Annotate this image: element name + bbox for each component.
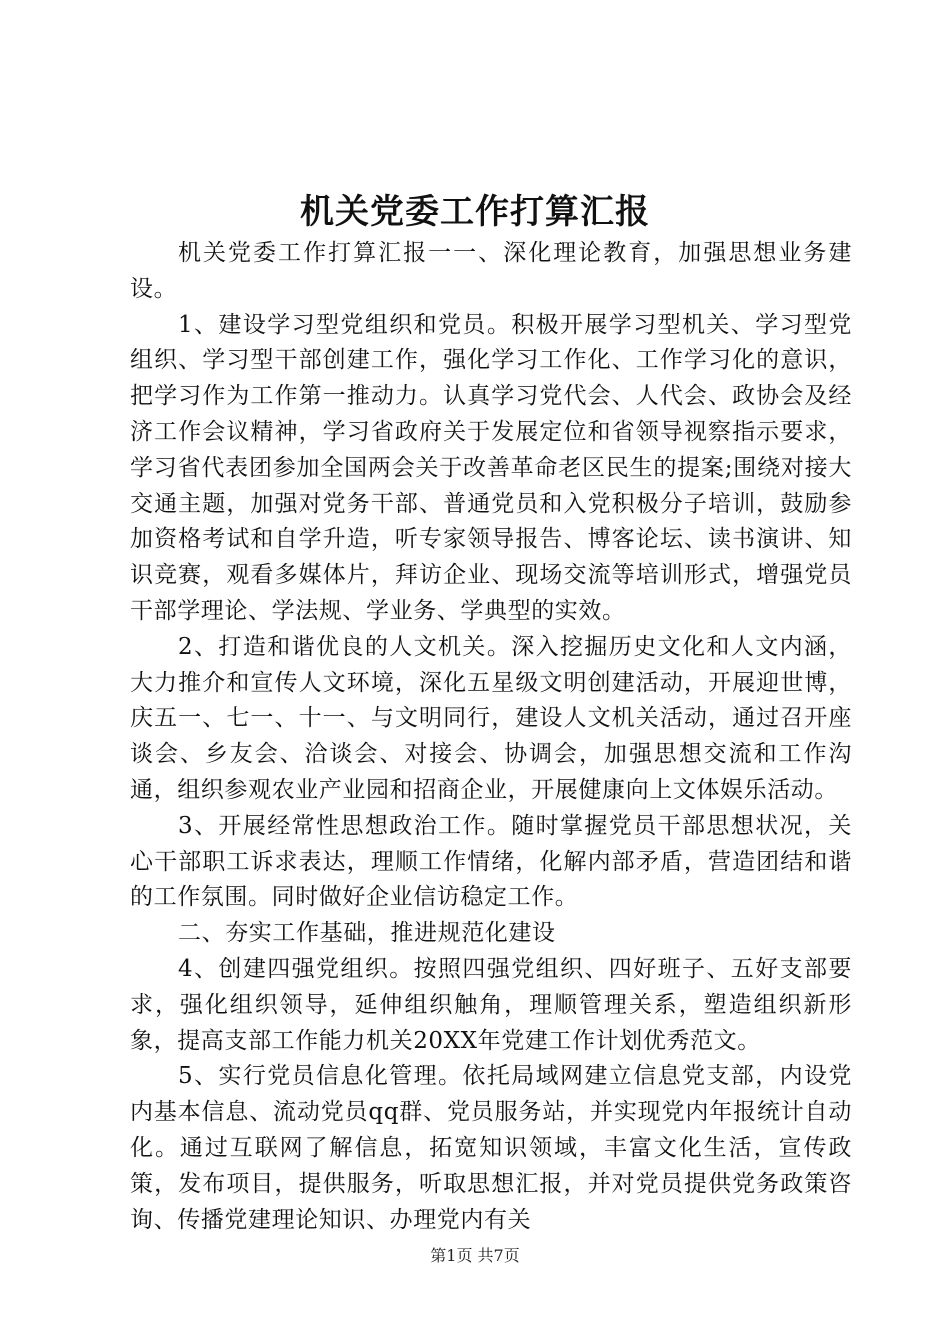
section-heading-2: 二、夯实工作基础，推进规范化建设 xyxy=(178,920,556,947)
paragraph-item-2: 2、打造和谐优良的人文机关。深入挖掘历史文化和人文内涵，大力推介和宣传人文环境，深化五星级文明创建活动，开展迎世博，庆五一、七一、十一、与文明同行，建设人文机关活动，通过召开座谈会、乡友会、洽谈会、对接会、协调会，加强思想交流和工作沟通，组织参观农业产业园和招商企业，开展健康向上文体娱乐活动。 xyxy=(130,633,852,803)
page-title: 机关党委工作打算汇报 xyxy=(300,192,650,232)
page-footer: 第1页 共7页 xyxy=(430,1246,520,1265)
paragraph-intro: 机关党委工作打算汇报一一、深化理论教育，加强思想业务建设。 xyxy=(130,240,852,302)
paragraph-item-1: 1、建设学习型党组织和党员。积极开展学习型机关、学习型党组织、学习型干部创建工作，强化学习工作化、工作学习化的意识，把学习作为工作第一推动力。认真学习党代会、人代会、政协会及经济工作会议精神，学习省政府关于发展定位和省领导视察指示要求，学习省代表团参加全国两会关于改善革命老区民生的提案;围绕对接大交通主题，加强对党务干部、普通党员和入党积极分子培训，鼓励参加资格考试和自学升造，听专家领导报告、博客论坛、读书演讲、知识竞赛，观看多媒体片，拜访企业、现场交流等培训形式，增强党员干部学理论、学法规、学业务、学典型的实效。 xyxy=(130,311,852,624)
document-body xyxy=(130,236,852,1238)
paragraph-item-5: 5、实行党员信息化管理。依托局域网建立信息党支部，内设党内基本信息、流动党员qq群、党员服务站，并实现党内年报统计自动化。通过互联网了解信息，拓宽知识领域，丰富文化生活，宣传政策，发布项目，提供服务，听取思想汇报，并对党员提供党务政策咨询、传播党建理论知识、办理党内有关 xyxy=(130,1063,852,1233)
paragraph-item-3: 3、开展经常性思想政治工作。随时掌握党员干部思想状况，关心干部职工诉求表达，理顺工作情绪，化解内部矛盾，营造团结和谐的工作氛围。同时做好企业信访稳定工作。 xyxy=(130,812,852,911)
paragraph-item-4: 4、创建四强党组织。按照四强党组织、四好班子、五好支部要求，强化组织领导，延伸组织触角，理顺管理关系，塑造组织新形象，提高支部工作能力机关20XX年党建工作计划优秀范文。 xyxy=(130,955,852,1054)
